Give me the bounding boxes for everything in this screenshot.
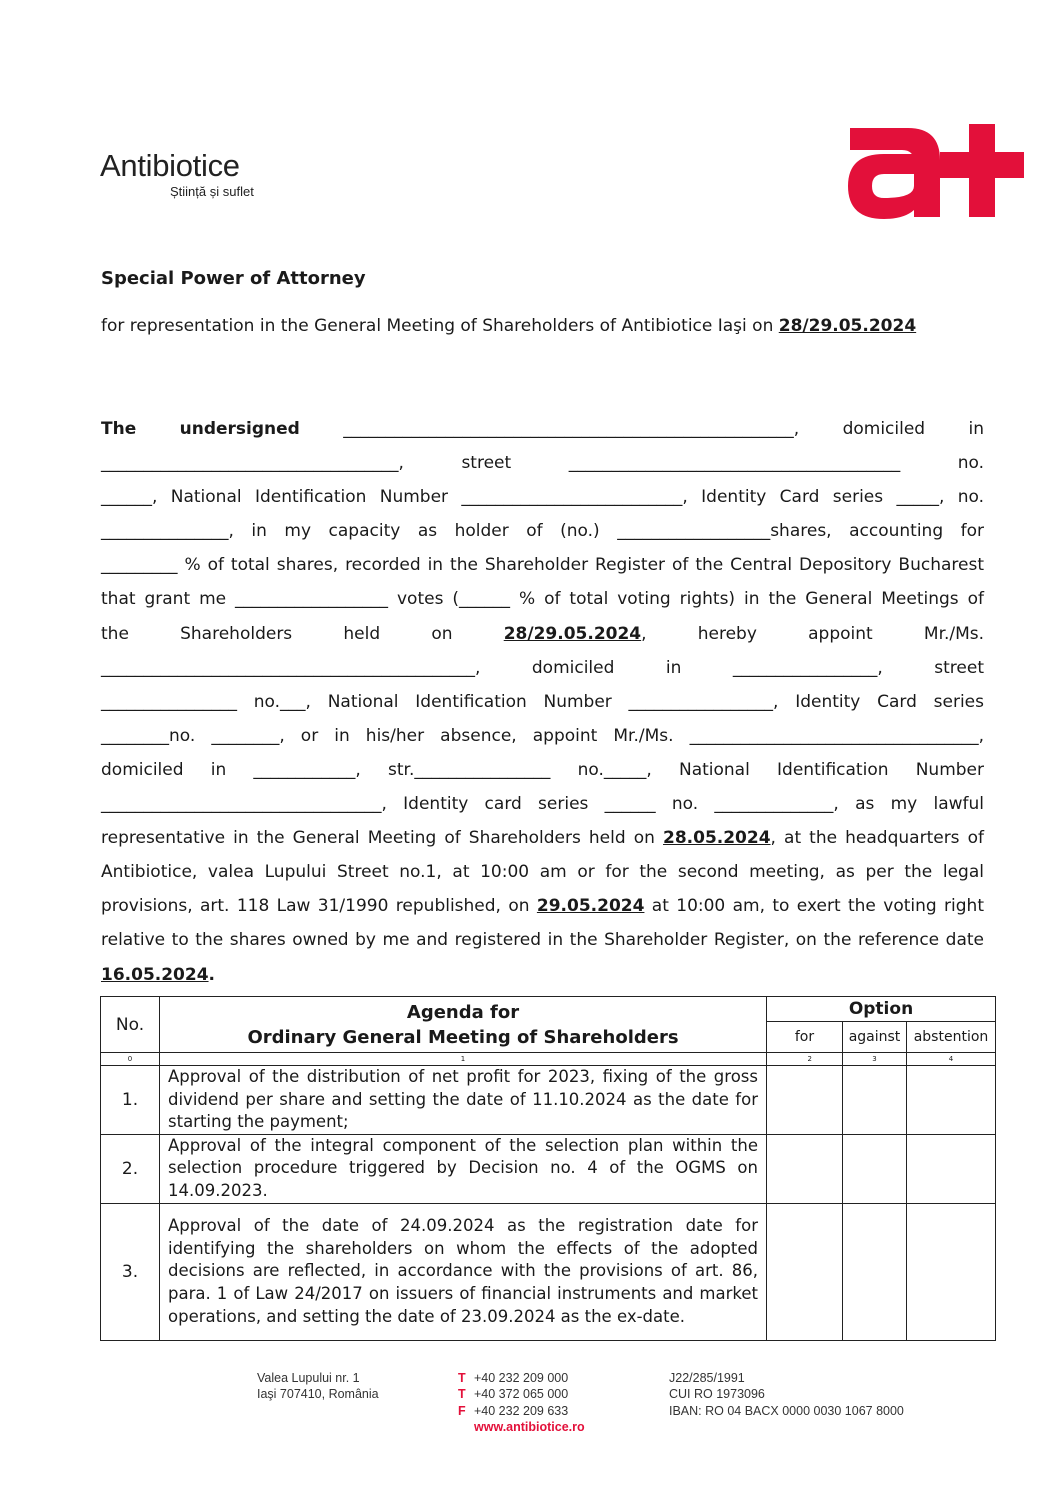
body-line: the Shareholders held on 28/29.05.2024, hereby appoint Mr./Ms. — [101, 623, 985, 644]
body-line: Antibiotice, valea Lupului Street no.1, at 10:00 am or for the second meeting, as per the legal — [101, 862, 984, 883]
body-line: _______________, in my capacity as holder of (no.) __________________shares, accounting for — [101, 521, 984, 542]
phone-label: T — [458, 1371, 466, 1385]
body-line: ________________ no.___, National Identification Number _________________, Identity Card series — [101, 691, 984, 712]
footer-registration: J22/285/1991 CUI RO 1973096 IBAN: RO 04 BACX 0000 0030 1067 8000 — [669, 1371, 904, 1418]
body-line: relative to the shares owned by me and registered in the Shareholder Register, on the reference date — [101, 930, 984, 951]
row-agenda-item: Approval of the date of 24.09.2024 as the registration date for identifying the shareholders on whom the effects of the adopted decisions are reflected, in accordance with the provisions of art. 86, para. 1 of Law 24/2017 on issuers of financial instruments and market operations, and setting the date of 23.09.2024 as the ex-date. — [160, 1203, 767, 1340]
column-header-option: Option — [767, 997, 996, 1022]
body-line: domiciled in ____________, str.________________ no._____, National Identification Number — [101, 759, 984, 780]
footer-address: Valea Lupului nr. 1 Iaşi 707410, România — [257, 1371, 379, 1402]
vote-abstention-cell[interactable] — [907, 1203, 996, 1340]
agenda-table — [100, 996, 996, 1341]
brand-name: Antibiotice — [100, 148, 240, 183]
vote-against-cell[interactable] — [843, 1134, 907, 1203]
document-subtitle: for representation in the General Meeting of Shareholders of Antibiotice Iaşi on 28/29.05.2024 — [101, 316, 917, 336]
row-number: 1. — [101, 1066, 160, 1135]
table-row — [101, 1134, 996, 1203]
body-line: The undersigned _____________________________________________________, domiciled in — [101, 419, 985, 439]
vote-for-cell[interactable] — [767, 1134, 843, 1203]
body-line: ______, National Identification Number __________________________, Identity Card series _____, no. — [101, 487, 984, 508]
vote-against-cell[interactable] — [843, 1066, 907, 1135]
row-number: 2. — [101, 1134, 160, 1203]
column-header-no: No. — [101, 997, 160, 1053]
table-row — [101, 1203, 996, 1340]
footer-contacts: T +40 232 209 000 T +40 372 065 000 F +40 232 209 633 www.antibiotice.ro — [458, 1371, 585, 1434]
website-link[interactable]: www.antibiotice.ro — [474, 1419, 585, 1434]
option-against-header: against — [843, 1022, 907, 1053]
body-line: ________no. ________, or in his/her absence, appoint Mr./Ms. __________________________________, — [101, 725, 984, 746]
body-line: _________________________________, Identity card series ______ no. ______________, as my lawful — [101, 794, 984, 815]
a-plus-logo-icon — [844, 122, 1024, 222]
attorney-body — [101, 412, 984, 992]
meeting-date: 28/29.05.2024 — [778, 316, 917, 336]
body-line: that grant me __________________ votes (______ % of total voting rights) in the General Meetings of — [101, 589, 984, 610]
body-line: 16.05.2024. — [101, 964, 216, 985]
table-row — [101, 1066, 996, 1135]
body-line: provisions, art. 118 Law 31/1990 republished, on 29.05.2024 at 10:00 am, to exert the voting right — [101, 896, 984, 917]
vote-abstention-cell[interactable] — [907, 1134, 996, 1203]
option-for-header: for — [767, 1022, 843, 1053]
row-number: 3. — [101, 1203, 160, 1340]
vote-for-cell[interactable] — [767, 1203, 843, 1340]
vote-for-cell[interactable] — [767, 1066, 843, 1135]
column-header-agenda: Agenda for Ordinary General Meeting of Shareholders — [160, 997, 767, 1053]
document-title: Special Power of Attorney — [101, 268, 366, 289]
row-agenda-item: Approval of the distribution of net profit for 2023, fixing of the gross dividend per share and setting the date of 11.10.2024 as the date for starting the payment; — [160, 1066, 767, 1135]
fax-label: F — [458, 1403, 466, 1418]
vote-against-cell[interactable] — [843, 1203, 907, 1340]
option-abstention-header: abstention — [907, 1022, 996, 1053]
column-index-row: 0 1 2 3 4 — [101, 1053, 996, 1066]
body-line: ____________________________________________, domiciled in _________________, street — [101, 657, 984, 678]
body-line: _________ % of total shares, recorded in the Shareholder Register of the Central Depository Bucharest — [101, 555, 984, 576]
phone-label: T — [458, 1387, 466, 1402]
row-agenda-item: Approval of the integral component of the selection plan within the selection procedure triggered by Decision no. 4 of the OGMS on 14.09.2023. — [160, 1134, 767, 1203]
brand-tagline: Știință și suflet — [170, 184, 254, 199]
vote-abstention-cell[interactable] — [907, 1066, 996, 1135]
body-line: ___________________________________, street _______________________________________ no. — [101, 453, 985, 474]
company-logo — [100, 150, 254, 199]
body-line: representative in the General Meeting of Shareholders held on 28.05.2024, at the headquarters of — [101, 828, 985, 849]
